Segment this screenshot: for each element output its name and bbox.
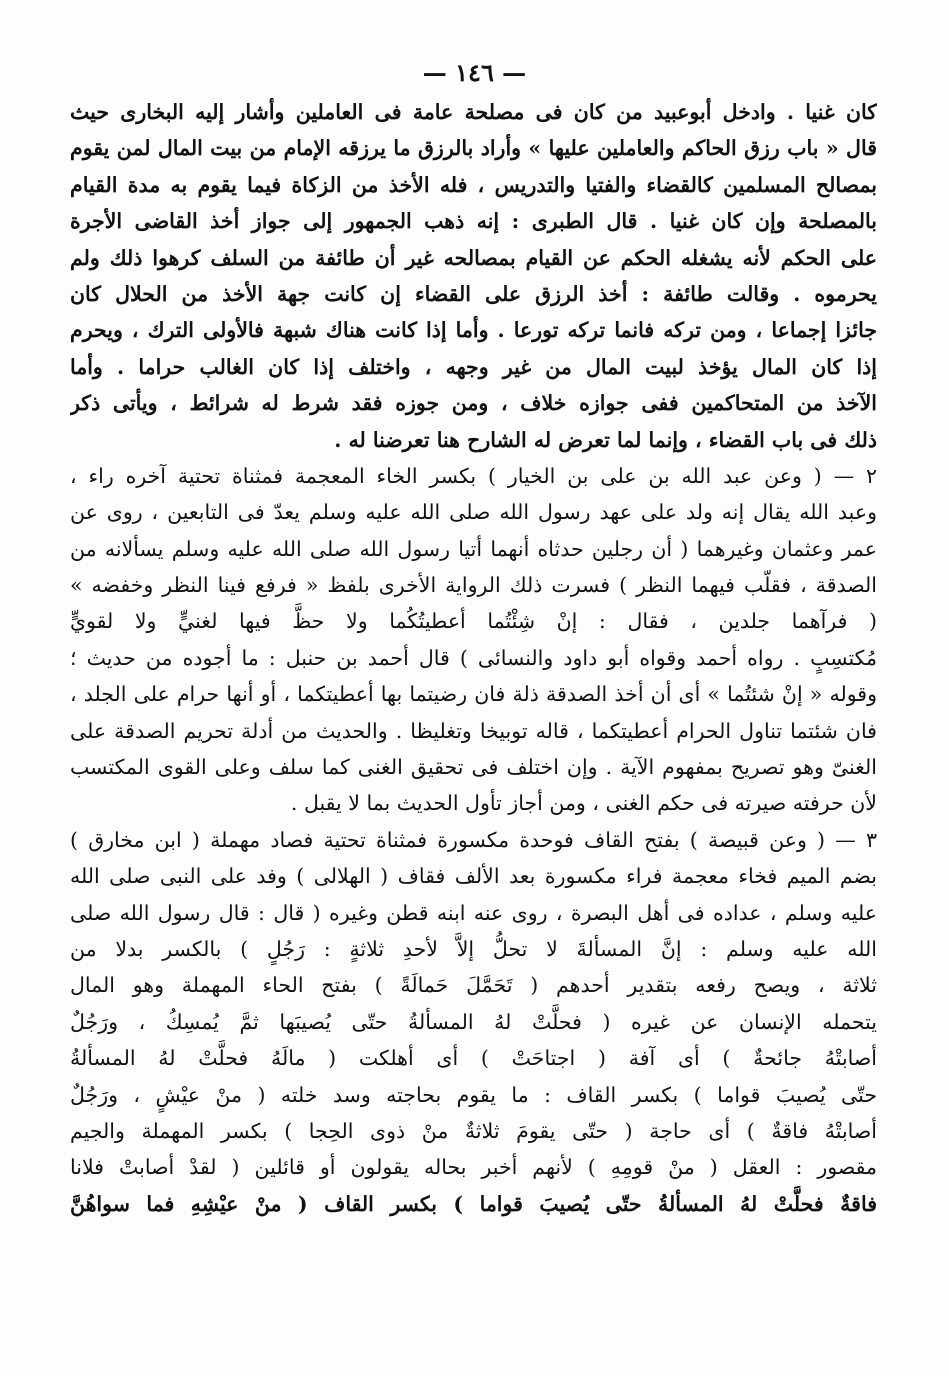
text-line: بضم الميم فخاء معجمة فراء مكسورة بعد الألف فقاف ( الهلالى ) وفد على النبى صلى الله xyxy=(70,864,877,889)
text-line: مقصور : العقل ( منْ قومِهِ ) لأنهم أخبر بحاله يقولون أو قائلين ( لقدْ أصابتْ فلانا xyxy=(70,1155,877,1180)
text-line: وعبد الله يقال إنه ولد على عهد رسول الله صلى الله عليه وسلم يعدّ فى التابعين ، روى عن xyxy=(70,500,877,525)
text-line: قال « باب رزق الحاكم والعاملين عليها » وأراد بالرزق ما يرزقه الإمام من بيت المال لمن يقوم xyxy=(70,136,877,161)
text-line: الآخذ من المتحاكمين ففى جوازه خلاف ، ومن جوزه فقد شرط له شرائط ، ويأتى ذكر xyxy=(70,391,877,416)
text-line: عليه وسلم ، عداده فى أهل البصرة ، روى عنه ابنه قطن وغيره ( قال : قال رسول الله صلى xyxy=(70,900,877,925)
text-line: إذا كان المال يؤخذ لبيت المال من غير وجهه ، واختلف إذا كان الغالب حراما . وأما xyxy=(70,354,877,379)
text-line: ( فرآهما جلدين ، فقال : إنْ شِئْتُما أعطيتُكُما ولا حظَّ فيها لغنيٍّ ولا لقويٍّ xyxy=(70,609,877,634)
text-line: الغنىّ وهو تصريح بمفهوم الآية . وإن اختلف فى تحقيق الغنى كما سلف وعلى القوى المكتسب xyxy=(70,755,877,780)
text-line: لأن حرفته صيرته فى حكم الغنى ، ومن أجاز تأول الحديث بما لا يقبل . xyxy=(290,791,877,816)
text-line: فاقةٌ فحلَّتْ لهُ المسألةُ حتّى يُصيبَ قواما ) بكسر القاف ( منْ عيْشِهِ فما سواهُنَّ xyxy=(70,1191,877,1216)
text-line: مُكتسِبٍ . رواه أحمد وقواه أبو داود والنسائى ) قال أحمد بن حنبل : ما أجوده من حديث ؛ xyxy=(70,645,877,670)
text-line: يتحمله الإنسان عن غيره ( فحلَّتْ لهُ المسألةُ حتّى يُصيبَها ثمَّ يُمسِكُ ، ورَجُلٌ xyxy=(70,1009,877,1034)
text-line: الصدقة ، فقلّب فيهما النظر ) فسرت ذلك الرواية الأخرى بلفظ « فرفع فينا النظر وخفضه » xyxy=(70,573,877,598)
text-line: ٢ — ( وعن عبد الله بن على بن الخيار ) بكسر الخاء المعجمة فمثناة تحتية آخره راء ، xyxy=(70,463,877,488)
text-line: أصابتْهُ جائحةٌ ) أى آفة ( اجتاحَتْ ) أى أهلكت ( مالَهُ فحلَّتْ لهُ المسألةُ xyxy=(70,1046,877,1071)
text-line: كان غنيا . وادخل أبوعبيد من كان فى مصلحة عامة فى العاملين وأشار إليه البخارى حيث xyxy=(70,100,877,124)
text-line: ثلاثة ، ويصح رفعه بتقدير أحدهم ( تَحَمَّلَ حَمالَةً ) بفتح الحاء المهملة وهو المال xyxy=(70,973,877,998)
body-text xyxy=(70,94,877,1222)
text-line: فان شئتما تناول الحرام أعطيتكما ، قاله توبيخا وتغليظا . والحديث من أدلة تحريم الصدقة على xyxy=(70,718,877,743)
text-line: جائزا إجماعا ، ومن تركه فانما تركه تورعا . وأما إذا كانت هناك شبهة فالأولى الترك ، ويحرم xyxy=(70,318,877,343)
text-line: الله عليه وسلم : إنَّ المسألةَ لا تحلُّ إلاَّ لأحدِ ثلاثةٍ : رَجُلٍ ) بالكسر بدلا من xyxy=(70,936,877,961)
page-number: — ١٤٦ — xyxy=(422,58,527,87)
text-line: بالمصلحة وإن كان غنيا . قال الطبرى : إنه ذهب الجمهور إلى جواز أخذ القاضى الأجرة xyxy=(70,209,877,234)
text-line: أصابتْهُ فاقةٌ ) أى حاجة ( حتّى يقومَ ثلاثةٌ منْ ذوى الحِجا ) بكسر المهملة والجيم xyxy=(70,1118,877,1143)
text-line: حتّى يُصيبَ قواما ) بكسر القاف : ما يقوم بحاجته وسد خلته ( منْ عيْشٍ ، ورَجُلٌ xyxy=(70,1082,877,1107)
text-line: وقوله « إنْ شئتُما » أى أن أخذ الصدقة ذلة فان رضيتما بها أعطيتكما ، أو أنها حرام على الجلد ، xyxy=(70,682,877,707)
text-line: على الحكم لأنه يشغله الحكم عن القيام بمصالحه غير أن طائفة من السلف كرهوا ذلك ولم xyxy=(70,245,877,270)
text-line: يحرموه . وقالت طائفة : أخذ الرزق على القضاء إن كانت جهة الأخذ من الحلال كان xyxy=(70,281,877,306)
text-line: بمصالح المسلمين كالقضاء والفتيا والتدريس ، فله الأخذ من الزكاة فيما يقوم به مدة القيام xyxy=(70,172,877,197)
text-line: ذلك فى باب القضاء ، وإنما لما تعرض له الشارح هنا تعرضنا له . xyxy=(334,427,877,452)
text-line: ٣ — ( وعن قبيصة ) بفتح القاف فوحدة مكسورة فمثناة تحتية فصاد مهملة ( ابن مخارق ) xyxy=(70,827,877,852)
text-line: عمر وعثمان وغيرهما ( أن رجلين حدثاه أنهما أتيا رسول الله صلى الله عليه وسلم يسألانه من xyxy=(70,536,877,561)
